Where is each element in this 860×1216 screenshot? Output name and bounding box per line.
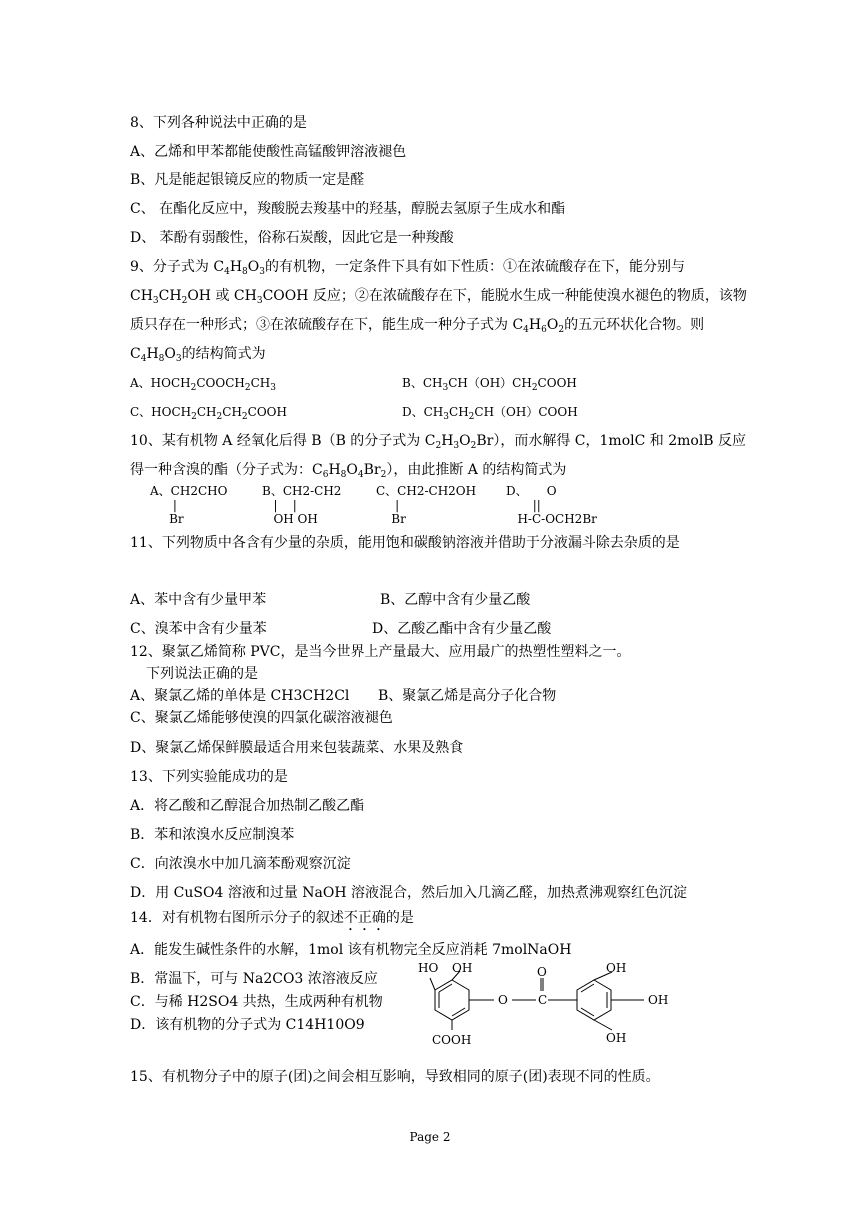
q9-option-d: D、$CH_3CH_2CH(OH)COOH$ [402,405,578,422]
q10-option-d: D、 O || H-C-OCH2Br [506,484,597,526]
q11-option-d: D、乙酸乙酯中含有少量乙酸 [372,621,552,637]
q9-line4: $C_4H_8O_3$的结构简式为 [130,346,266,364]
q14-stem: 14．对有机物右图所示分子的叙述不正确的是 [130,910,414,926]
page-number: Page 2 [409,1130,451,1144]
q11-option-c: C、溴苯中含有少量苯 [130,621,267,637]
q9-line2: $CH_3CH_2OH$ 或 $CH_3COOH$ 反应；②在浓硫酸存在下，能脱水生成一种能使溴水褪色的物质，该物 [130,288,747,306]
q12-option-c: C、聚氯乙烯能够使溴的四氯化碳溶液褪色 [130,710,393,726]
q11-stem: 11、下列物质中各含有少量的杂质，能用饱和碳酸钠溶液并借助于分液漏斗除去杂质的是 [130,535,680,551]
q10-option-b: B、CH2-CH2 | | OH OH [262,484,342,526]
q10-line1: 10、某有机物 A 经氧化后得 B（B 的分子式为 $C_2H_3O_2Br$），而水解得 C，1molC 和 2molB 反应 [130,433,747,451]
struct-o-top: O [537,965,547,979]
q8-stem: 8、下列各种说法中正确的是 [130,115,307,131]
q10-option-c: C、CH2-CH2OH | Br [376,484,477,526]
q12-option-d: D、聚氯乙烯保鲜膜最适合用来包装蔬菜、水果及熟食 [130,740,464,756]
q12-stem: 12、聚氯乙烯简称 PVC，是当今世界上产量最大、应用最广的热塑性塑料之一。 [130,644,631,660]
q11-option-a: A、苯中含有少量甲苯 [130,592,267,608]
q13-stem: 13、下列实验能成功的是 [130,769,288,785]
q14-structure-diagram [412,958,702,1048]
q8-option-b: B、凡是能起银镜反应的物质一定是醛 [130,172,365,188]
q8-option-a: A、乙烯和甲苯都能使酸性高锰酸钾溶液褪色 [130,144,407,160]
q14-option-d: D．该有机物的分子式为 C14H10O9 [130,1017,365,1033]
q9-line1: 9、分子式为 $C_4H_8O_3$的有机物，一定条件下具有如下性质：①在浓硫酸存在下，能分别与 [130,259,685,277]
q13-option-d: D．用 CuSO4 溶液和过量 NaOH 溶液混合，然后加入几滴乙醛，加热煮沸观察红色沉淀 [130,885,688,901]
q13-option-a: A．将乙酸和乙醇混合加热制乙酸乙酯 [130,798,365,814]
q11-option-b: B、乙醇中含有少量乙酸 [380,592,531,608]
q10-line2: 得一种含溴的酯（分子式为：$C_6H_8O_4Br_2$），由此推断 A 的结构简式为 [130,462,567,480]
struct-c: C [538,993,548,1007]
struct-o-link: O [498,993,508,1007]
struct-oh1: OH [452,961,473,975]
q8-option-c: C、 在酯化反应中，羧酸脱去羧基中的羟基，醇脱去氢原子生成水和酯 [130,201,566,217]
q8-option-d: D、 苯酚有弱酸性，俗称石炭酸，因此它是一种羧酸 [130,230,454,246]
struct-oh4: OH [606,1031,627,1045]
q12-stem2: 下列说法正确的是 [146,666,258,682]
q13-option-b: B．苯和浓溴水反应制溴苯 [130,827,295,843]
q9-option-c: C、$HOCH_2CH_2CH_2COOH$ [130,405,287,422]
q12-option-b: B、聚氯乙烯是高分子化合物 [378,688,557,704]
struct-ho: HO [418,961,439,975]
q14-option-a: A．能发生碱性条件的水解，1mol 该有机物完全反应消耗 7molNaOH [130,942,572,958]
q9-option-b: B、$CH_3CH(OH)CH_2COOH$ [402,376,577,393]
q10-option-a: A、CH2CHO | Br [150,484,228,526]
q15-stem: 15、有机物分子中的原子(团)之间会相互影响，导致相同的原子(团)表现不同的性质。 [130,1069,660,1085]
q14-option-c: C．与稀 H2SO4 共热，生成两种有机物 [130,994,383,1010]
q12-option-a: A、聚氯乙烯的单体是 CH3CH2Cl [130,688,350,704]
q9-line3: 质只存在一种形式；③在浓硫酸存在下，能生成一种分子式为 $C_4H_6O_2$的五元环状化合物。则 [130,317,705,335]
struct-cooh: COOH [432,1033,472,1047]
struct-oh2: OH [606,961,627,975]
q13-option-c: C．向浓溴水中加几滴苯酚观察沉淀 [130,856,351,872]
struct-oh3: OH [648,993,669,1007]
q14-option-b: B．常温下，可与 Na2CO3 浓溶液反应 [130,971,378,987]
q9-option-a: A、$HOCH_2COOCH_2CH_3$ [130,376,276,393]
